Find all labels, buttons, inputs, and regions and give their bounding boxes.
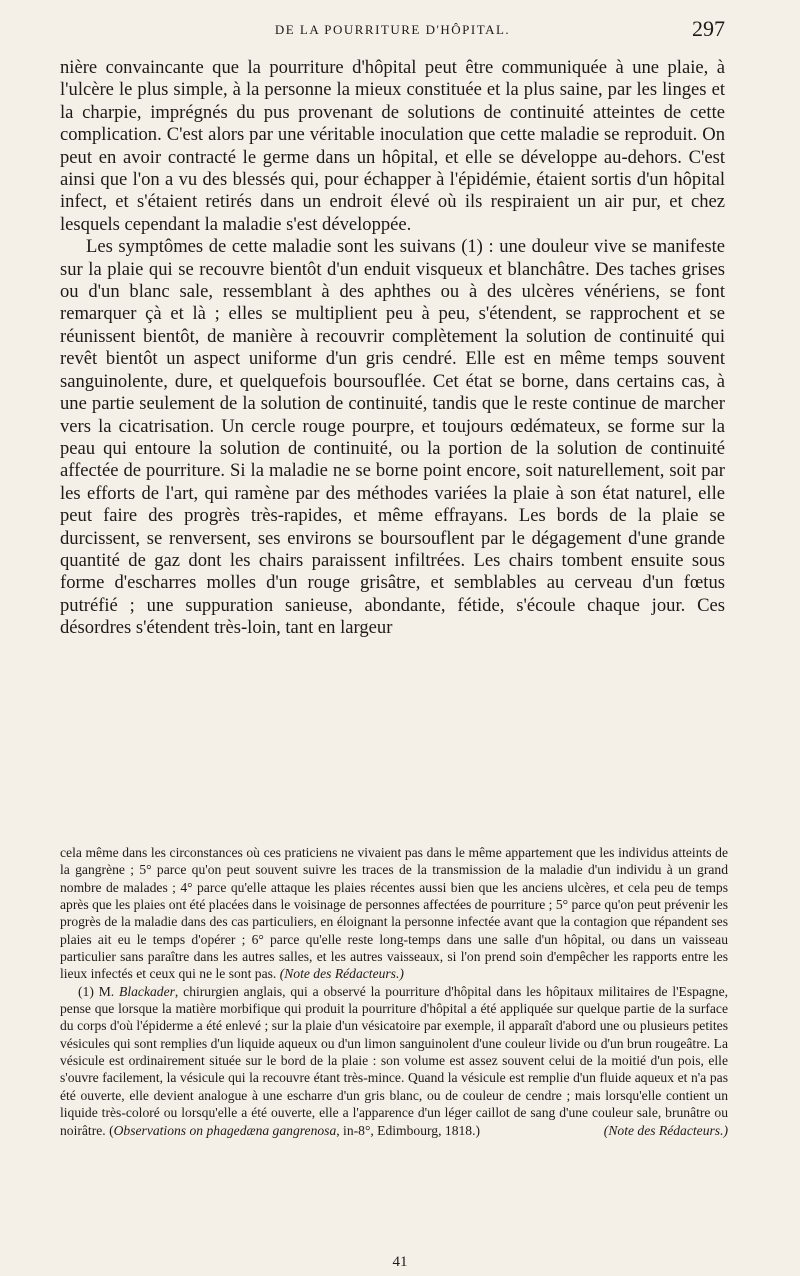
footnote-1-marker: (1) M. [78,983,120,999]
footnote-ref-1: (1) [461,236,483,258]
paragraph-symptoms-rest: : une douleur vive se manifeste sur la plaie qui se recouvre bientôt d'un enduit visqueux et blanchâtre. Des taches grises ou d'un blanc sale, ressemblant à des aphthes ou à des ulcères vénériens, se font remarquer çà et là ; elles se multiplient peu à peu, s'étendent, se rapprochent et se réunissent bientôt, de manière à recouvrir complètement la solution de continuité qui revêt bientôt un aspect uniforme d'un gris cendré. Elle est en même temps souvent sanguinolente, dure, et quelquefois boursouflée. Cet état se borne, dans certains cas, à une partie seulement de la solution de continuité, tandis que le reste continue de marcher vers la cicatrisation. Un cercle rouge pourpre, et toujours œdémateux, se forme sur la peau qui entoure la solution de continuité, ou la portion de la solution de continuité affectée de pourriture. Si la maladie ne se borne point encore, soit naturellement, soit par les efforts de l'art, qui ramène par des méthodes variées la plaie à son état naturel, elle peut faire des progrès très-rapides, et même effrayans. Les bords de la plaie se durcissent, se renversent, ses environs se boursouflent par le dégagement d'une grande quantité de gaz dont les chairs paraissent infiltrées. Les chairs tombent ensuite sous forme d'escharres molles d'un rouge grisâtre, et semblables au cerveau d'un fœtus putréfié ; une suppuration sanieuse, abondante, fétide, s'écoule chaque jour. Ces désordres s'étendent très-loin, tant en largeur [60,236,725,639]
footnote-1-signature: (Note des Rédacteurs.) [603,1122,728,1138]
paragraph-symptoms-start: Les symptômes de cette maladie sont les suivans [86,236,462,258]
footnote-1-publication: , in-8°, Edimbourg, 1818.) [336,1122,481,1138]
footnote-1-text: , chirurgien anglais, qui a observé la pourriture d'hôpital dans les hôpitaux militaires de l'Espagne, pense que lorsque la matière morbifique qui produit la pourriture d'hôpital a été appliquée sur quelque partie de la surface du corps d'où l'épiderme a été enlevé ; sur la plaie d'un vésicatoire par exemple, il apparaît d'abord une ou plusieurs petites vésicules qui sont remplies d'un liquide aqueux ou d'un limon sanguinolent d'une couleur livide ou d'un brun rougeâtre. La vésicule est ordinairement située sur le bord de la plaie : son volume est assez souvent celui de la moitié d'un pois, elle s'ouvre facilement, la vésicule qui la recouvre étant très-mince. Quand la vésicule est remplie d'un fluide aqueux et n'a pas été ouverte, elle devient analogue à une escharre d'un gris blanc, ou de couleur de cendre ; mais lorsqu'elle contient un liquide très-coloré ou lorsqu'elle a été ouverte, elle a l'apparence d'un léger caillot de sang d'une couleur sale, brunâtre ou noirâtre. ( [60,983,729,1138]
page-number: 297 [692,16,725,41]
footnote-1-author: Blackader [119,983,175,999]
paragraph-continued: nière convaincante que la pourriture d'hôpital peut être communiquée à une plaie, à l'ulcère le plus simple, à la personne la mieux constituée et la plus saine, par les linges et la charpie, imprégnés du pus provenant de solutions de continuité atteintes de cette complication. C'est alors par une véritable inoculation que cette maladie se reproduit. On peut en avoir contracté le germe dans un hôpital, et elle se développe au-dehors. C'est ainsi que l'on a vu des blessés qui, pour échapper à l'épidémie, étaient sortis d'un hôpital infect, et s'étaient retirés dans un endroit élevé où ils respiraient un air pur, et chez lesquels cependant la maladie s'est développée. [60,57,725,235]
running-head: DE LA POURRITURE D'HÔPITAL. [274,22,511,37]
footnote-continued-text: cela même dans les circonstances où ces praticiens ne vivaient pas dans le même appartement que les individus atteints de la gangrène ; 5° parce qu'on peut souvent suivre les traces de la transmission de la maladie d'un individu à un grand nombre de malades ; 4° parce qu'elle attaque les plaies récentes aussi bien que les anciens ulcères, et cela peu de temps après que les plaies ont été placées dans le voisinage de personnes affectées de pourriture ; 5° parce qu'on peut prévenir les progrès de la maladie dans des cas particuliers, en éloignant la personne infectée avant que la contagion que répandent ses plaies ait eu le temps d'opérer ; 6° parce qu'elle reste long-temps dans une salle d'un hôpital, ou dans un vaisseau particulier sans paraître dans les autres salles, et les autres vaisseaux, si l'on prend soin d'empêcher les rapports entre les lieux infectés et ceux qui ne le sont pas. [60,845,728,982]
footnote-continued [60,844,728,983]
footnote-1 [60,983,728,1139]
signature-mark: 41 [392,1254,408,1270]
footnote-continued-signature: (Note des Rédacteurs.) [279,966,404,982]
page-header [60,16,725,46]
footnote-1-work-title: Observations on phagedæna gangrenosa [113,1122,337,1138]
footnotes [60,844,728,1139]
main-text [60,57,725,640]
paragraph-symptoms [60,236,725,639]
